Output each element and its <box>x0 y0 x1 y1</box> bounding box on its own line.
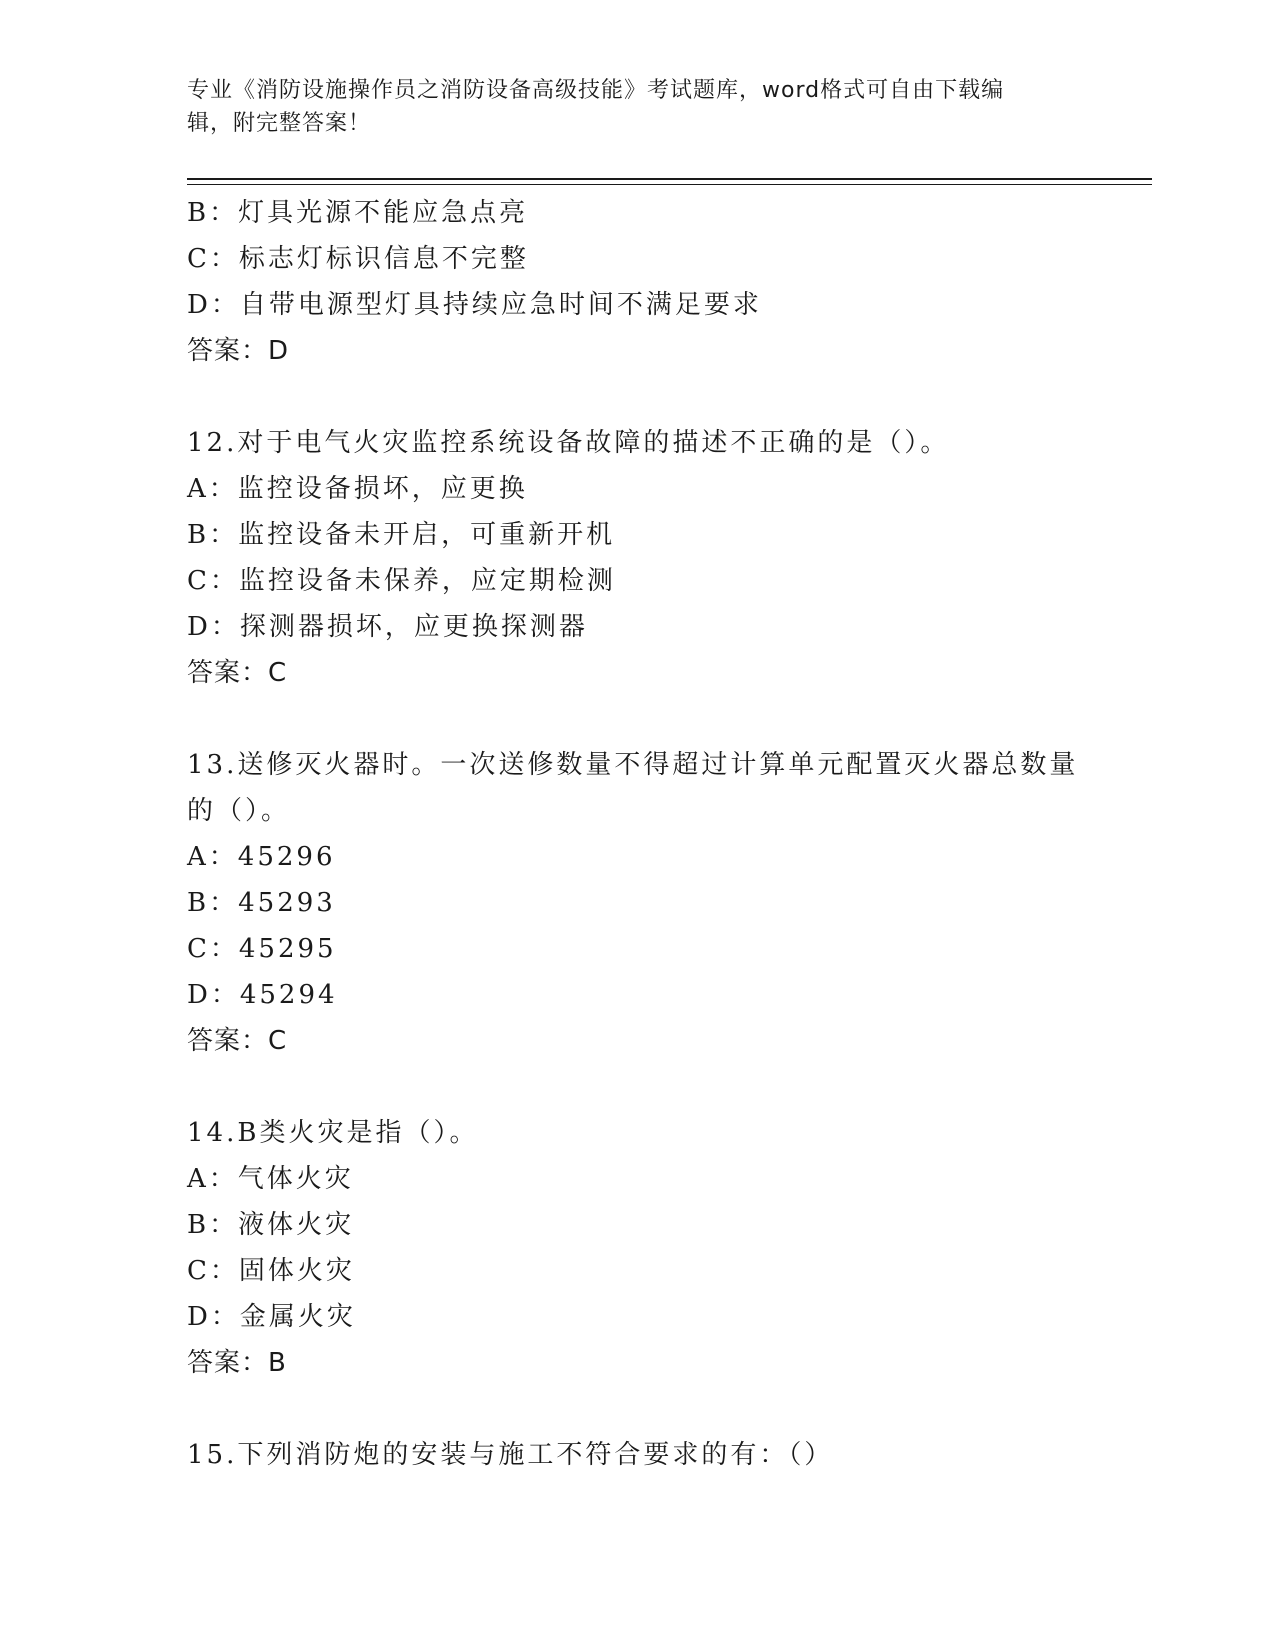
answer: 答案：C <box>187 1026 288 1056</box>
option-b: B：监控设备未开启，可重新开机 <box>187 520 616 550</box>
option-b: B：45293 <box>187 888 336 918</box>
question-content <box>187 190 1087 1478</box>
option-a: A：气体火灾 <box>187 1164 354 1194</box>
question-14 <box>187 1110 1087 1386</box>
spacer <box>187 696 1087 742</box>
question-12 <box>187 420 1087 696</box>
question-text: 12.对于电气火灾监控系统设备故障的描述不正确的是（）。 <box>187 428 950 458</box>
option-c: C：固体火灾 <box>187 1256 355 1286</box>
header-line-1: 专业《消防设施操作员之消防设备高级技能》考试题库，word格式可自由下载编 <box>187 78 1005 103</box>
header-divider-thin <box>187 184 1152 185</box>
spacer <box>187 374 1087 420</box>
document-header <box>187 74 1067 140</box>
option-b: B：液体火灾 <box>187 1210 355 1240</box>
answer: 答案：D <box>187 336 290 366</box>
option-d: D：探测器损坏，应更换探测器 <box>187 612 588 642</box>
spacer <box>187 1386 1087 1432</box>
option-c: C：监控设备未保养，应定期检测 <box>187 566 616 596</box>
option-d: D：45294 <box>187 980 338 1010</box>
answer: 答案：C <box>187 658 288 688</box>
header-divider-thick <box>187 178 1152 180</box>
option-a: A：45296 <box>187 842 336 872</box>
question-text: 15.下列消防炮的安装与施工不符合要求的有：（） <box>187 1440 834 1470</box>
question-text: 14.B类火灾是指（）。 <box>187 1118 479 1148</box>
option-a: A：监控设备损坏，应更换 <box>187 474 528 504</box>
question-15 <box>187 1432 1087 1478</box>
prev-question-block <box>187 190 1087 374</box>
question-text-line-1: 13.送修灭火器时。一次送修数量不得超过计算单元配置灭火器总数量 <box>187 750 1079 780</box>
spacer <box>187 1064 1087 1110</box>
header-line-2: 辑，附完整答案！ <box>187 111 372 136</box>
option-b: B：灯具光源不能应急点亮 <box>187 198 529 228</box>
question-text-line-2: 的（）。 <box>187 796 291 826</box>
option-c: C：45295 <box>187 934 337 964</box>
option-d: D：金属火灾 <box>187 1302 356 1332</box>
option-d: D：自带电源型灯具持续应急时间不满足要求 <box>187 290 762 320</box>
answer: 答案：B <box>187 1348 287 1378</box>
question-13 <box>187 742 1087 1064</box>
option-c: C：标志灯标识信息不完整 <box>187 244 529 274</box>
